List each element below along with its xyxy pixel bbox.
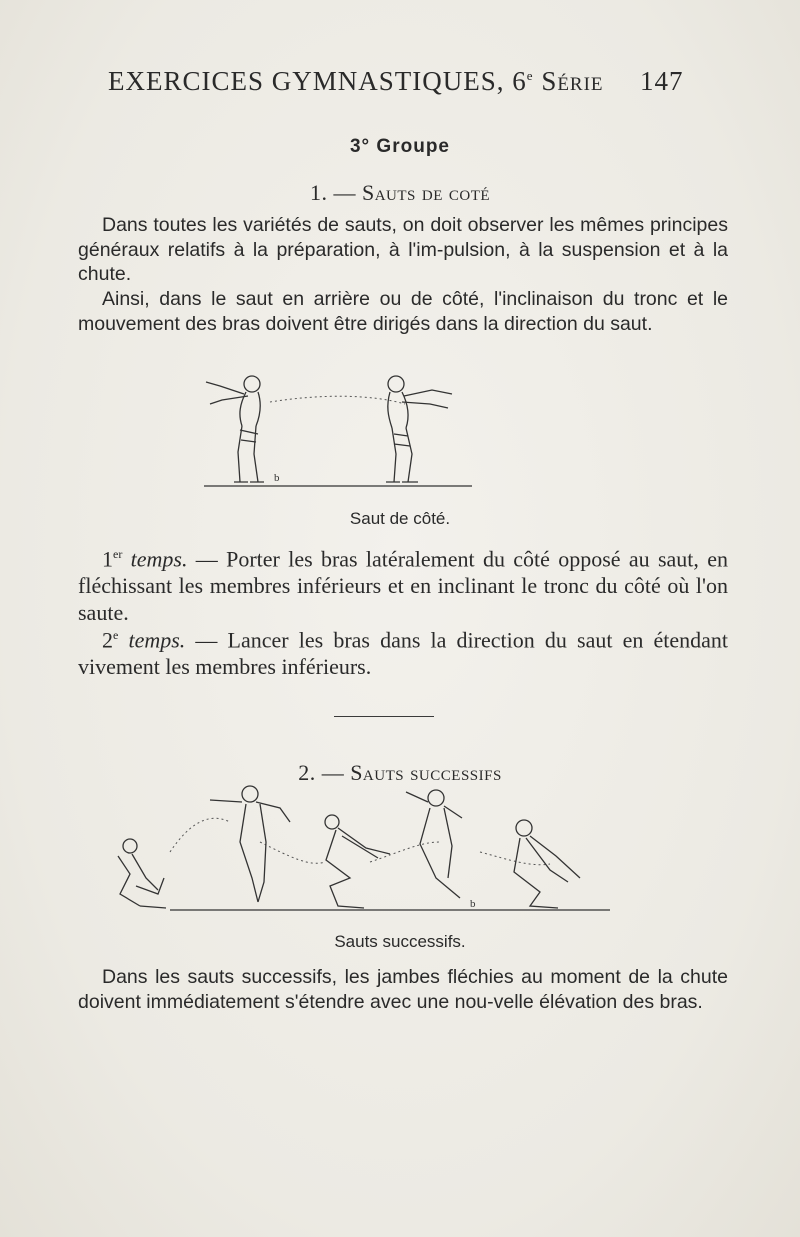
section-1-paragraph-1: Dans toutes les variétés de sauts, on doit observer les mêmes principes généraux relatifs à la préparation, à l'im-pulsion, à la suspension et à la chute.: [78, 214, 728, 285]
jumper-figure-5: [514, 820, 580, 908]
section-2-paragraph: Dans les sauts successifs, les jambes fléchies au moment de la chute doivent immédiatement s'étendre avec une nou-velle élévation des bras.: [78, 966, 728, 1013]
page-number: 147: [640, 66, 684, 96]
jumper-figure-start: [206, 376, 264, 482]
figure-saut-de-cote: [200, 364, 500, 496]
figure-sauts-successifs: [110, 782, 610, 922]
figure-1-caption: Saut de côté.: [349, 509, 451, 528]
section-divider: [334, 716, 434, 717]
figure-2-caption: Sauts successifs.: [334, 932, 466, 951]
jumper-figure-3: [325, 815, 390, 908]
section-1-heading: 1. — Sauts de coté: [309, 180, 491, 205]
jumper-figure-2: [210, 786, 290, 902]
jumper-figure-1: [118, 839, 166, 908]
section-1-paragraph-2: Ainsi, dans le saut en arrière ou de côté, l'inclinaison du tronc et le mouvement des bras doivent être dirigés dans la direction du saut.: [78, 288, 728, 335]
jumper-figure-end: [386, 376, 452, 482]
figure-2-letter: b: [470, 898, 476, 910]
step-2-paragraph: 2e temps. — Lancer les bras dans la direction du saut en étendant vivement les membres inférieurs.: [78, 627, 728, 680]
figure-1-letter: b: [274, 472, 280, 484]
group-heading: 3° Groupe: [349, 136, 450, 157]
section-2-heading: 2. — Sauts successifs: [298, 760, 502, 785]
running-title: EXERCICES GYMNASTIQUES, 6e Série: [108, 66, 604, 96]
jumper-figure-4: [406, 790, 462, 898]
step-1-paragraph: 1er temps. — Porter les bras latéralement du côté opposé au saut, en fléchissant les membres inférieurs et en inclinant le tronc du côté où l'on saute.: [78, 546, 728, 626]
